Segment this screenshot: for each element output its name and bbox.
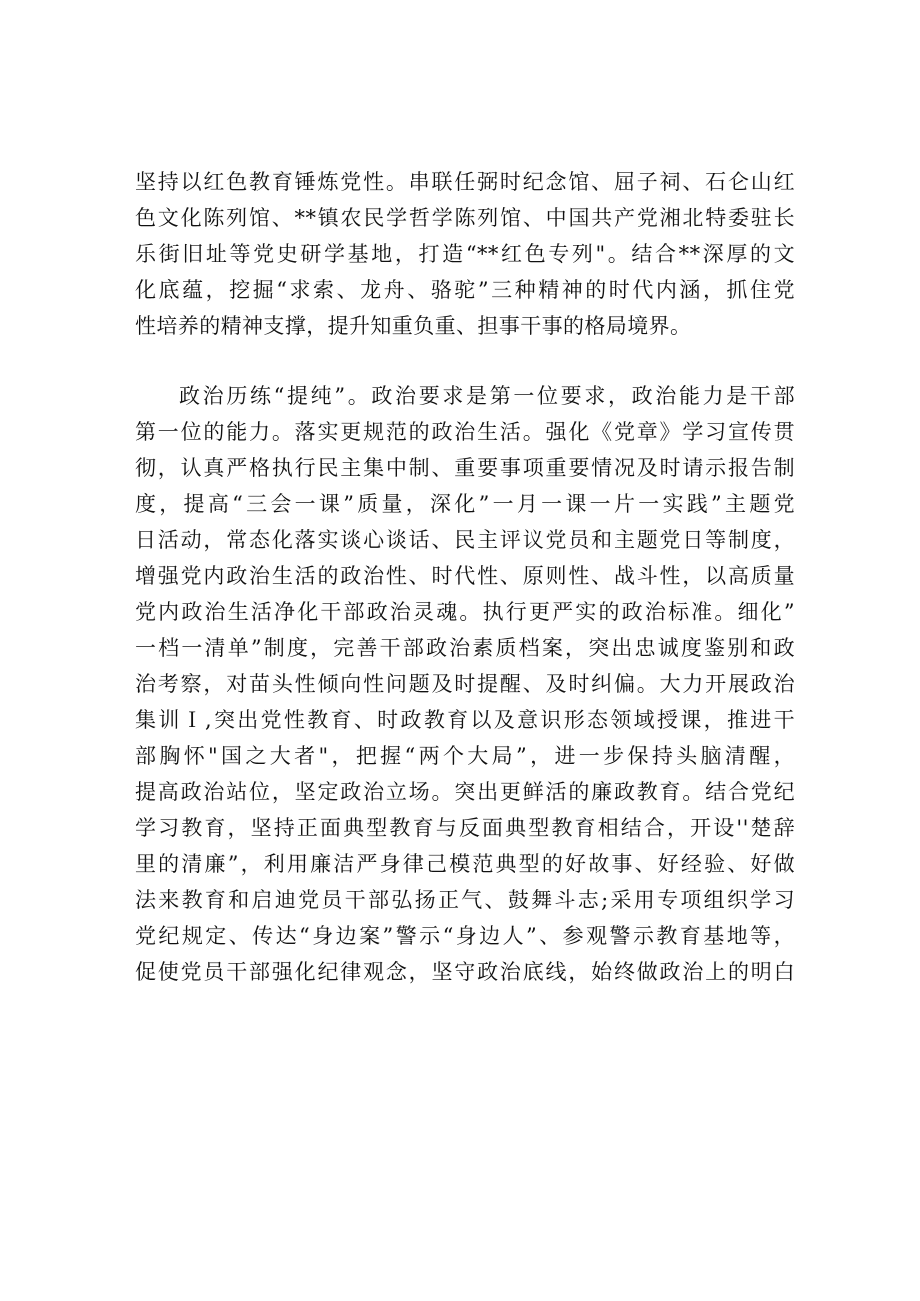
text-line: 法来教育和启迪党员干部弘扬正气、鼓舞斗志;采用专项组织学习 bbox=[135, 888, 795, 912]
text-line: 一档一清单”制度，完善干部政治素质档案，突出忠诚度鉴别和政 bbox=[135, 636, 795, 660]
text-line: 增强党内政治生活的政治性、时代性、原则性、战斗性，以高质量 bbox=[135, 564, 795, 588]
paragraph-red-education bbox=[135, 164, 795, 344]
text-line: 学习教育，坚持正面典型教育与反面典型教育相结合，开设''楚辞 bbox=[135, 816, 795, 840]
text-line: 提高政治站位，坚定政治立场。突出更鲜活的廉政教育。结合党纪 bbox=[135, 780, 795, 804]
text-line: 乐街旧址等党史研学基地，打造“**红色专列"。结合**深厚的文 bbox=[135, 242, 795, 266]
text-line: 促使党员干部强化纪律观念，坚守政治底线，始终做政治上的明白 bbox=[135, 960, 795, 984]
paragraph-political-training bbox=[135, 378, 795, 990]
text-line: 色文化陈列馆、**镇农民学哲学陈列馆、中国共产党湘北特委驻长 bbox=[135, 206, 795, 230]
text-line: 治考察，对苗头性倾向性问题及时提醒、及时纠偏。大力开展政治 bbox=[135, 672, 795, 696]
text-line: 度，提高“三会一课”质量，深化”一月一课一片一实践”主题党 bbox=[135, 492, 795, 516]
text-line: 集训Ｉ,突出党性教育、时政教育以及意识形态领域授课，推进干 bbox=[135, 708, 795, 732]
text-line: 里的清廉”，利用廉洁严身律己模范典型的好故事、好经验、好做 bbox=[135, 852, 795, 876]
text-line: 党内政治生活净化干部政治灵魂。执行更严实的政治标准。细化” bbox=[135, 600, 795, 624]
text-line: 坚持以红色教育锤炼党性。串联任弼时纪念馆、屈子祠、石仑山红 bbox=[135, 170, 795, 194]
text-line: 党纪规定、传达“身边案”警示“身边人”、参观警示教育基地等， bbox=[135, 924, 795, 948]
text-line: 部胸怀"国之大者"，把握“两个大局”，进一步保持头脑清醒， bbox=[135, 744, 795, 768]
text-line: 日活动，常态化落实谈心谈话、民主评议党员和主题党日等制度， bbox=[135, 528, 795, 552]
text-line: 第一位的能力。落实更规范的政治生活。强化《党章》学习宣传贯 bbox=[135, 420, 795, 444]
text-line: 政治历练“提纯”。政治要求是第一位要求，政治能力是干部 bbox=[179, 384, 795, 408]
text-line: 性培养的精神支撑，提升知重负重、担事干事的格局境界。 bbox=[135, 314, 692, 338]
text-line: 彻，认真严格执行民主集中制、重要事项重要情况及时请示报告制 bbox=[135, 456, 795, 480]
text-line: 化底蕴，挖掘“求索、龙舟、骆驼”三种精神的时代内涵，抓住党 bbox=[135, 278, 795, 302]
